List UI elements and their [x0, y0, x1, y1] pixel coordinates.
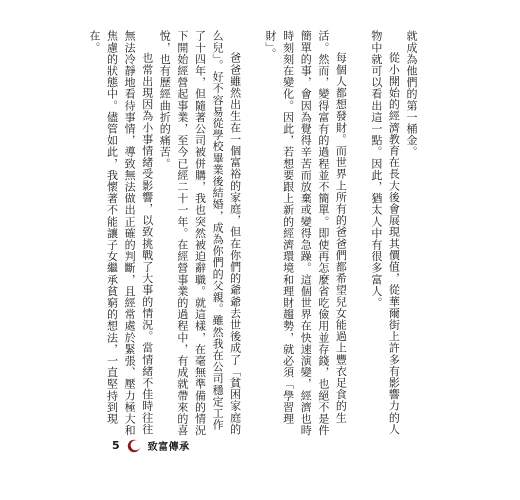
paragraph: 每個人都想發財。而世界上所有的爸爸們都希望兒女能過上豐衣足食的生活。然而，變得富有的過程並不簡單。即使再怎麼省吃儉用並存錢，也絕不是件簡單的事，會因為覺得辛苦而放棄或變得急躁。這個世界在快速演變，經濟也時時刻刻在變化。因此，若想要跟上新的經濟環境和理財趨勢，就必須「學習理財」。 [264, 30, 348, 436]
paragraph: 從小開始的經濟教育在長大後會展現其價值，從華爾街上許多有影響力的人物中就可以看出這一點。因此，猶太人中有很多富人。 [369, 30, 401, 435]
page-footer [112, 438, 190, 453]
paragraph: 爸爸雖然出生在一個富裕的家庭，但在你們的爺爺去世後成了「貧困家庭的么兒」。好不容易從學校畢業後結婚，成為你們的父親。雖然我在公司穩定工作了十四年，但隨著公司被併購，我也突然被迫辭職。就這樣，在毫無準備的情況下開始經營起事業，至今已經二十一年。在經營事業的過程中，有成就帶來的喜悅，也有歷經曲折的痛苦。 [158, 30, 242, 436]
body-text [85, 30, 420, 442]
page-number: 5 [112, 439, 120, 452]
crescent-logo-icon [127, 439, 141, 453]
paragraph: 也常出現因為小事情緒受影響，以致挑戰了大事的情況。當情緒不佳時往往無法冷靜地看待事情，導致無法做出正確的判斷，且經常處於緊張、壓力極大和焦慮的狀態中。儘管如此，我懷著不能讓子女繼承貧窮的想法，一直堅持到現在。 [87, 30, 154, 436]
book-title: 致富傳承 [147, 442, 190, 453]
paragraph-continued: 就成為他們的第一桶金。 [405, 30, 418, 158]
